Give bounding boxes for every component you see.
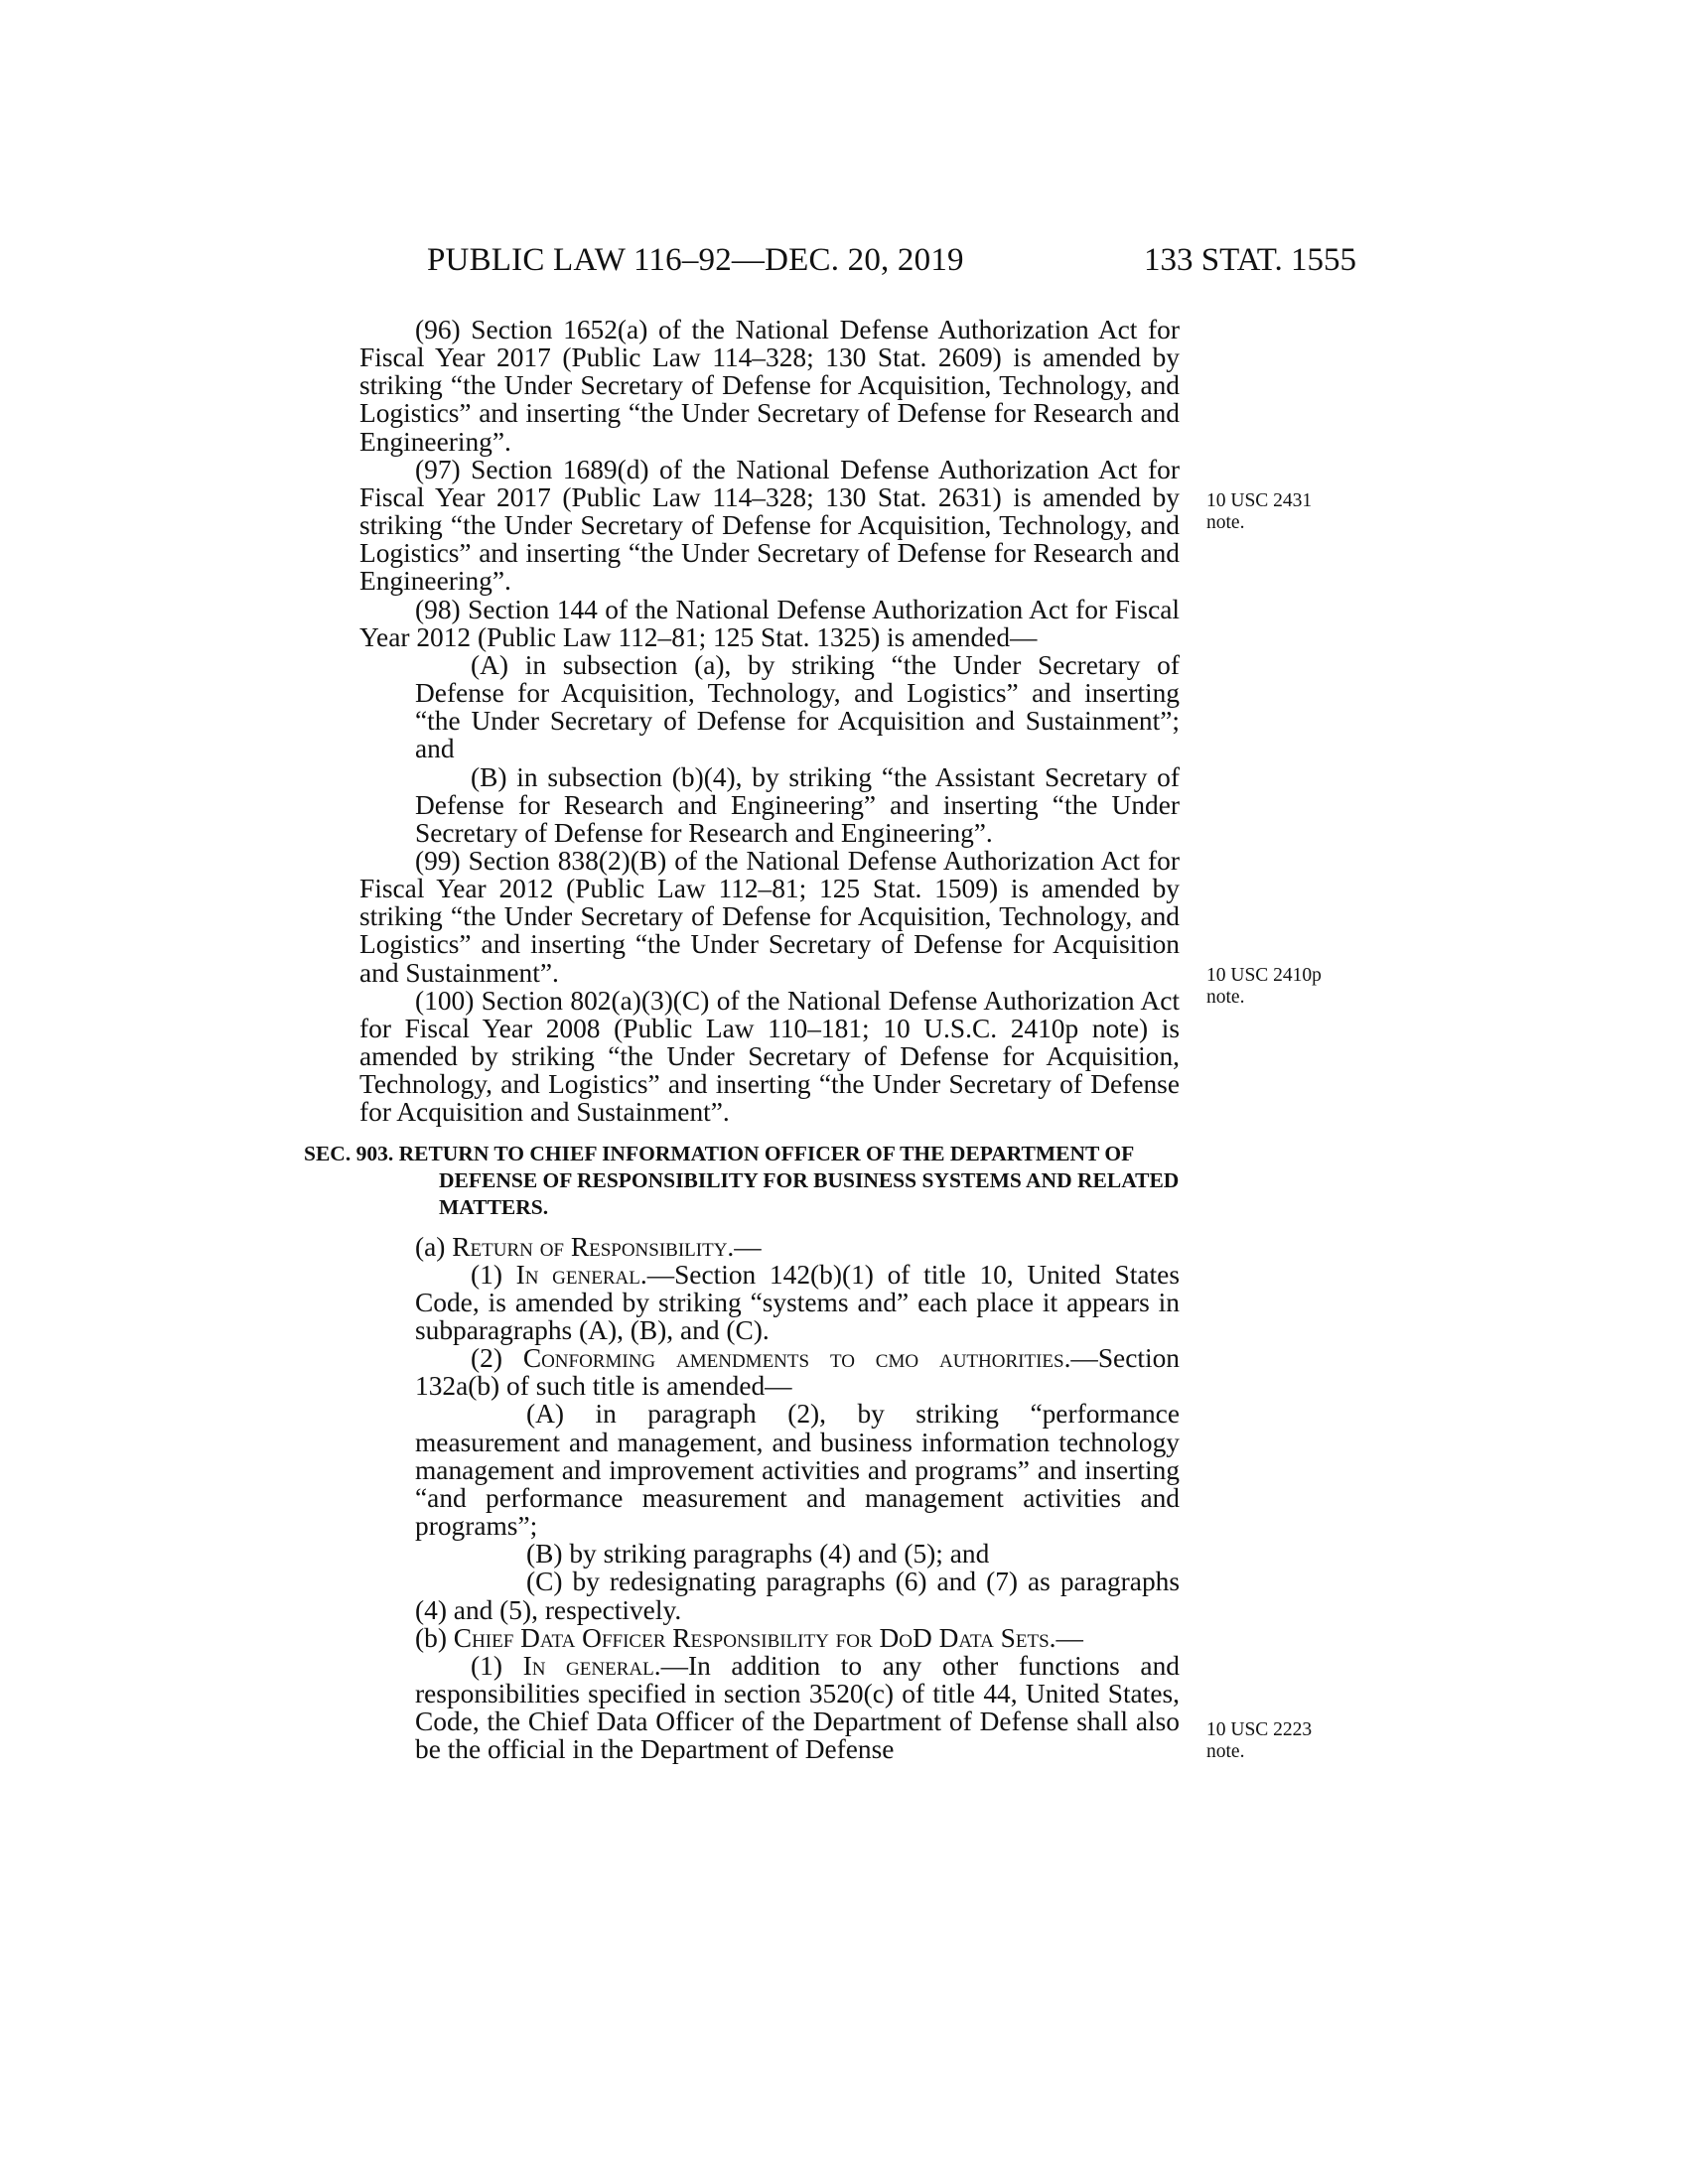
paragraph-a-1-text: —Section 142(b)(1) of title 10, United States Code, is amended by striking “systems and” each place it appears in subparagraphs (A), (B), and (C). xyxy=(415,1259,1180,1345)
subsection-a-prefix: (a) xyxy=(415,1231,453,1262)
paragraph-96: (96) Section 1652(a) of the National Defense Authorization Act for Fiscal Year 2017 (Public Law 114–328; 130 Stat. 2609) is amended by striking “the Under Secretary of Defense for Acquisition, Technology, and Logistics” and inserting “the Under Secretary of Defense for Research and Engineering”. xyxy=(359,315,1180,457)
margin-note-citation: 10 USC 2431 xyxy=(1206,490,1313,511)
paragraph-98: (98) Section 144 of the National Defense Authorization Act for Fiscal Year 2012 (Public Law 112–81; 125 Stat. 1325) is amended— xyxy=(359,594,1180,652)
paragraph-a-1-heading: In general. xyxy=(515,1259,647,1290)
margin-note-10-usc-2410p xyxy=(1206,965,1322,1009)
statute-page-number: 133 STAT. 1555 xyxy=(1144,242,1357,278)
paragraph-98-b: (B) in subsection (b)(4), by striking “the Assistant Secretary of Defense for Research and Engineering” and inserting “the Under Secretary of Defense for Research and Engineering”. xyxy=(415,761,1180,848)
paragraph-99: (99) Section 838(2)(B) of the National Defense Authorization Act for Fiscal Year 2012 (Public Law 112–81; 125 Stat. 1509) is amended by striking “the Under Secretary of Defense for Acquisition, Technology, and Logistics” and inserting “the Under Secretary of Defense for Acquisition and Sustainment”. xyxy=(359,845,1180,988)
paragraph-a-2-heading: Conforming amendments to cmo authorities. xyxy=(522,1343,1071,1374)
margin-note-citation: 10 USC 2410p xyxy=(1206,965,1322,986)
paragraph-b-1-heading: In general. xyxy=(522,1650,661,1681)
paragraph-a-1-prefix: (1) xyxy=(471,1259,516,1290)
paragraph-b-1-text: —In addition to any other functions and responsibilities specified in section 3520(c) of title 44, United States, Code, the Chief Data Officer of the Department of Defense shall also be the official in the Department of Defense xyxy=(415,1650,1180,1765)
margin-note-10-usc-2223 xyxy=(1206,1719,1312,1763)
paragraph-98-a: (A) in subsection (a), by striking “the Under Secretary of Defense for Acquisition, Technology, and Logistics” and inserting “the Under Secretary of Defense for Acquisition and Sustainment”; and xyxy=(415,649,1180,764)
subparagraph-a-2-b: (B) by striking paragraphs (4) and (5); and xyxy=(526,1539,990,1570)
paragraph-a-2-text: —Section 132a(b) of such title is amended— xyxy=(415,1343,1180,1402)
margin-note-suffix: note. xyxy=(1206,512,1245,533)
subsection-b-heading: Chief Data Officer Responsibility for DoD Data Sets.— xyxy=(453,1622,1083,1653)
paragraph-b-1-prefix: (1) xyxy=(471,1650,523,1681)
paragraph-a-1 xyxy=(359,1261,1180,1344)
margin-note-10-usc-2431 xyxy=(1206,490,1312,534)
paragraph-100: (100) Section 802(a)(3)(C) of the National Defense Authorization Act for Fiscal Year 2008 (Public Law 110–181; 10 U.S.C. 2410p note) is amended by striking “the Under Secretary of Defense for Acquisition, Technology, and Logistics” and inserting “the Under Secretary of Defense for Acquisition and Sustainment”. xyxy=(359,985,1180,1128)
subsection-b-prefix: (b) xyxy=(415,1622,454,1653)
paragraph-97: (97) Section 1689(d) of the National Defense Authorization Act for Fiscal Year 2017 (Public Law 114–328; 130 Stat. 2631) is amended by striking “the Under Secretary of Defense for Acquisition, Technology, and Logistics” and inserting “the Under Secretary of Defense for Research and Engineering”. xyxy=(359,454,1180,597)
public-law-title: PUBLIC LAW 116–92—DEC. 20, 2019 xyxy=(427,242,964,278)
margin-note-citation: 10 USC 2223 xyxy=(1206,1719,1313,1740)
paragraph-b-1 xyxy=(359,1652,1180,1764)
document-body xyxy=(304,315,1180,1765)
margin-note-suffix: note. xyxy=(1206,987,1245,1008)
section-903-heading: SEC. 903. RETURN TO CHIEF INFORMATION OFFICER OF THE DEPARTMENT OF DEFENSE OF RESPONSIBILITY FOR BUSINESS SYSTEMS AND RELATED MATTERS. xyxy=(304,1141,1180,1219)
subsection-b xyxy=(359,1624,1180,1652)
paragraph-a-2-prefix: (2) xyxy=(471,1343,523,1374)
paragraph-a-2 xyxy=(359,1344,1180,1400)
subparagraph-a-2-c: (C) by redesignating paragraphs (6) and (7) as paragraphs (4) and (5), respectively. xyxy=(415,1567,1180,1625)
margin-note-suffix: note. xyxy=(1206,1741,1245,1762)
subparagraph-a-2-a: (A) in paragraph (2), by striking “performance measurement and management, and business information technology management and improvement activities and programs” and inserting “and performance measurement and management activities and programs”; xyxy=(415,1399,1180,1542)
subsection-a xyxy=(359,1233,1180,1261)
subsection-a-heading: Return of Responsibility.— xyxy=(452,1231,762,1262)
